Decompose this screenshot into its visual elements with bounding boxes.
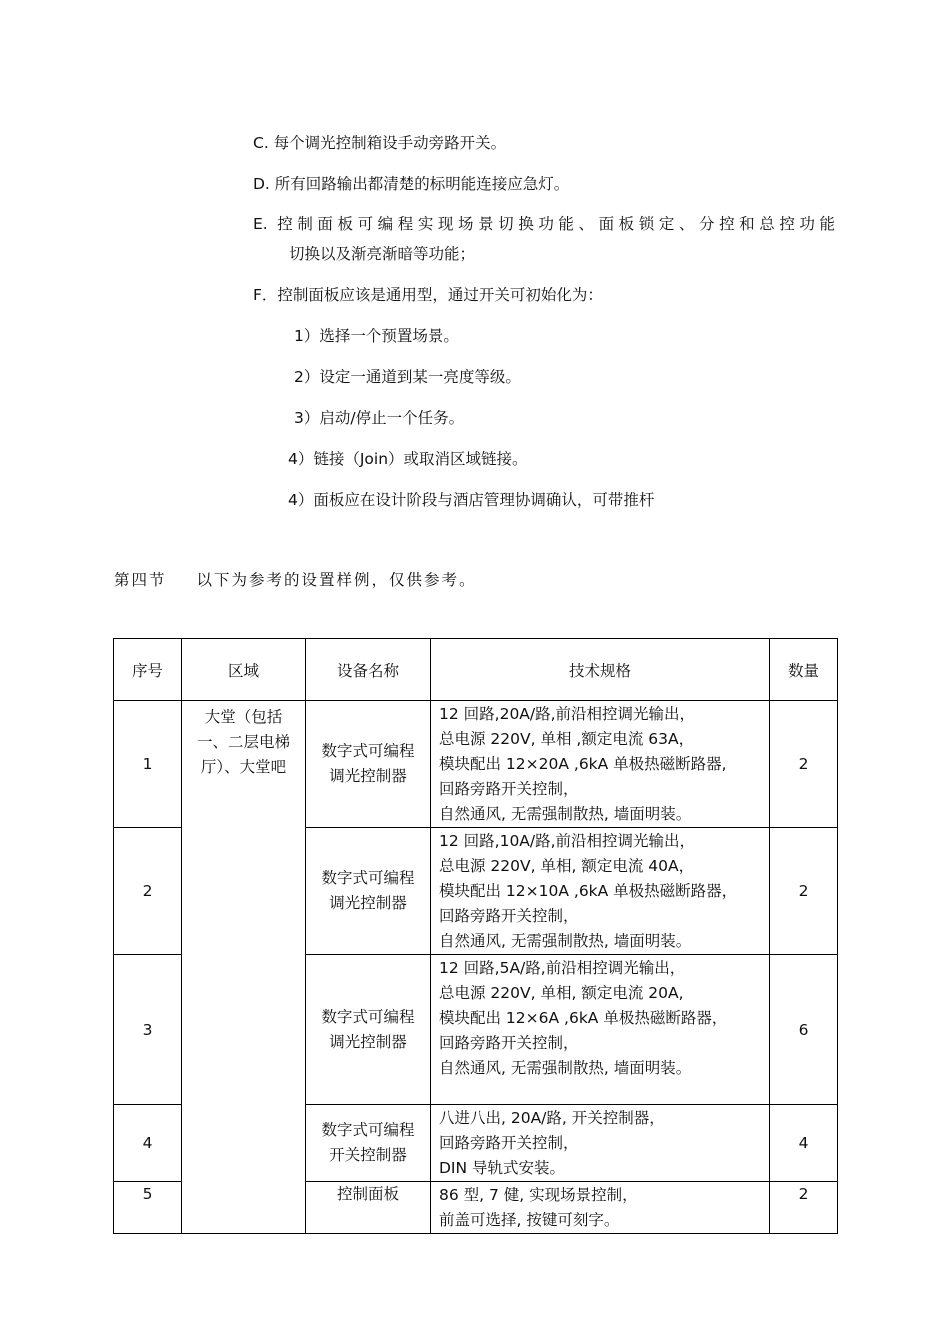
table-row — [114, 701, 838, 828]
clause-f: F．控制面板应该是通用型，通过开关可初始化为： — [253, 286, 603, 304]
row-number: 2 — [114, 828, 182, 955]
spec-line: 12 回路,10A/路,前沿相控调光输出， — [439, 832, 696, 850]
sub-item-1: 1）选择一个预置场景。 — [294, 327, 459, 345]
area-line: 厅）、大堂吧 — [200, 758, 287, 776]
quantity: 4 — [770, 1105, 838, 1182]
spec-line: 模块配出 12×10A ,6kA 单极热磁断路器， — [439, 882, 738, 900]
device-line: 数字式可编程 — [321, 869, 415, 887]
section-number: 第四节 — [114, 571, 167, 589]
spec-line: 自然通风, 无需强制散热, 墙面明装。 — [439, 1059, 692, 1077]
device-cell — [306, 955, 431, 1105]
device-line: 调光控制器 — [329, 1032, 407, 1051]
row-number: 1 — [114, 701, 182, 828]
section-heading — [114, 570, 477, 590]
spec-line: 前盖可选择, 按键可刻字。 — [439, 1211, 620, 1229]
spec-cell — [431, 1182, 770, 1234]
device-line: 调光控制器 — [329, 894, 407, 912]
spec-line: DIN 导轨式安装。 — [439, 1159, 566, 1177]
clause-d: D. 所有回路输出都清楚的标明能连接应急灯。 — [253, 175, 570, 193]
spec-line: 模块配出 12×20A ,6kA 单极热磁断路器, — [439, 755, 727, 773]
header-spec: 技术规格 — [431, 639, 770, 701]
spec-line: 总电源 220V, 单相, 额定电流 40A， — [439, 857, 695, 875]
sub-item-2: 2）设定一通道到某一亮度等级。 — [294, 368, 521, 386]
spec-cell — [431, 701, 770, 828]
header-area: 区域 — [182, 639, 306, 701]
spec-line: 回路旁路开关控制， — [439, 1034, 579, 1052]
quantity: 2 — [770, 828, 838, 955]
device-line: 数字式可编程 — [321, 742, 415, 760]
device-line: 开关控制器 — [329, 1146, 407, 1164]
spec-line: 自然通风, 无需强制散热, 墙面明装。 — [439, 932, 692, 950]
spec-line: 总电源 220V, 单相 ,额定电流 63A， — [439, 730, 695, 748]
device-cell — [306, 1105, 431, 1182]
spec-line: 自然通风, 无需强制散热, 墙面明装。 — [439, 805, 692, 823]
sub-item-5: 4）面板应在设计阶段与酒店管理协调确认，可带推杆 — [288, 491, 655, 509]
spec-cell — [431, 955, 770, 1105]
device-cell — [306, 828, 431, 955]
header-qty: 数量 — [770, 639, 838, 701]
spec-line: 总电源 220V, 单相, 额定电流 20A, — [439, 984, 684, 1002]
sub-item-3: 3）启动/停止一个任务。 — [294, 409, 465, 427]
quantity: 2 — [770, 1182, 838, 1234]
sub-item-4: 4）链接（Join）或取消区域链接。 — [288, 450, 528, 468]
spec-line: 回路旁路开关控制， — [439, 780, 579, 798]
device-line: 调光控制器 — [329, 767, 407, 785]
device-line: 数字式可编程 — [321, 1121, 415, 1139]
spec-line: 12 回路,20A/路,前沿相控调光输出， — [439, 705, 696, 723]
device-cell — [306, 701, 431, 828]
area-cell — [182, 701, 306, 1234]
spec-line: 12 回路,5A/路,前沿相控调光输出， — [439, 959, 686, 977]
table-header-row — [114, 639, 838, 701]
device-line: 控制面板 — [336, 1185, 399, 1203]
header-no: 序号 — [114, 639, 182, 701]
device-line: 数字式可编程 — [321, 1007, 415, 1026]
area-line: 大堂（包括 — [204, 708, 283, 726]
quantity: 2 — [770, 701, 838, 828]
row-number: 5 — [114, 1182, 182, 1234]
device-cell — [306, 1182, 431, 1234]
header-device: 设备名称 — [306, 639, 431, 701]
spec-line: 86 型, 7 健, 实现场景控制， — [439, 1186, 638, 1204]
spec-cell — [431, 828, 770, 955]
row-number: 3 — [114, 955, 182, 1105]
spec-cell — [431, 1105, 770, 1182]
row-number: 4 — [114, 1105, 182, 1182]
spec-line: 回路旁路开关控制， — [439, 1134, 579, 1152]
spec-line: 模块配出 12×6A ,6kA 单极热磁断路器， — [439, 1009, 728, 1027]
quantity: 6 — [770, 955, 838, 1105]
spec-line: 八进八出, 20A/路, 开关控制器， — [439, 1109, 665, 1127]
section-text: 以下为参考的设置样例，仅供参考。 — [196, 571, 477, 589]
spec-line: 回路旁路开关控制， — [439, 907, 579, 925]
clause-c: C. 每个调光控制箱设手动旁路开关。 — [253, 134, 507, 152]
equipment-table — [113, 638, 838, 1234]
clause-e-line1: E. 控制面板可编程实现场景切换功能、面板锁定、分控和总控功能 — [253, 215, 835, 233]
clause-e-line2: 切换以及渐亮渐暗等功能； — [289, 245, 476, 263]
area-line: 一、二层电梯 — [196, 733, 290, 751]
